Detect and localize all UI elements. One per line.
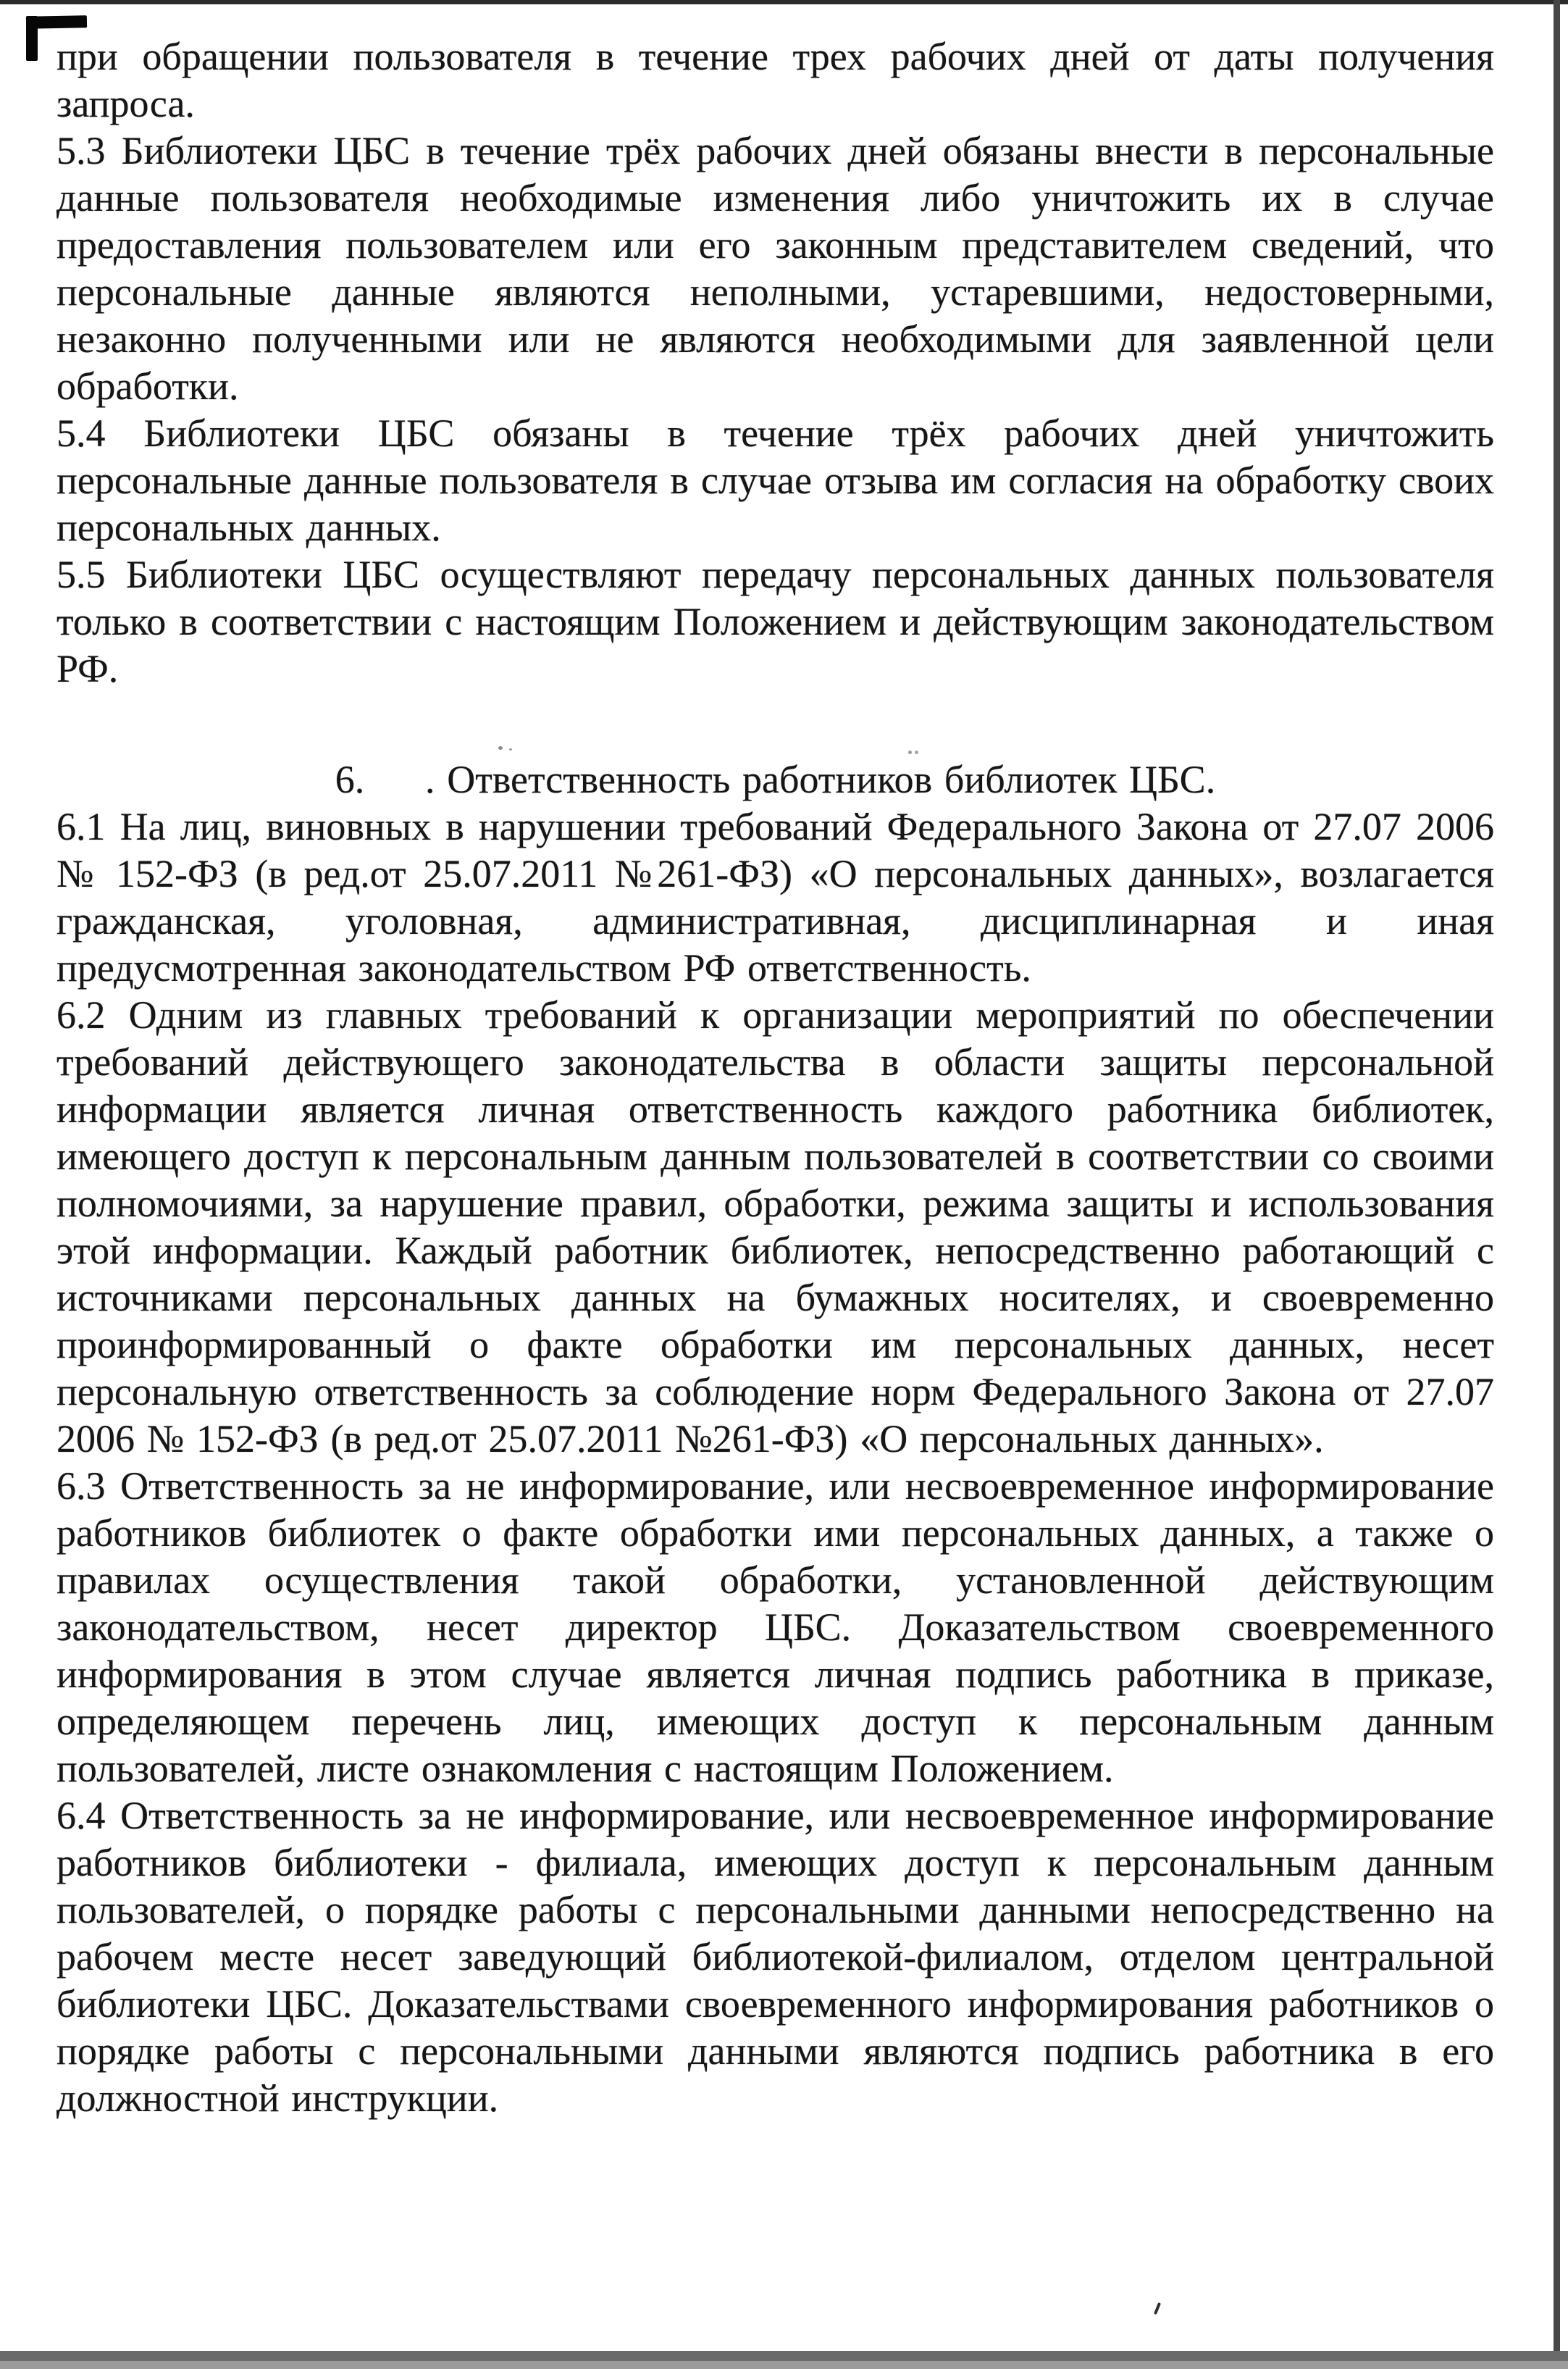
scan-bottom-edge [0, 2351, 1568, 2361]
scan-bottom-edge [0, 2361, 1568, 2369]
paragraph-6-2: 6.2 Одним из главных требований к организации мероприятий по обеспечении требований действующего законодательства в области защиты персональной информации является личная ответственность каждого работника библиотек, имеющего доступ к персональным данным пользователей в соответствии со своими полномочиями, за нарушение правил, обработки, режима защиты и использования этой информации. Каждый работник библиотек, непосредственно работающий с источниками персональных данных на бумажных носителях, и своевременно проинформированный о факте обработки им персональных данных, несет персональную ответственность за соблюдение норм Федерального Закона от 27.07 2006 № 152-ФЗ (в ред.от 25.07.2011 №261-ФЗ) «О персональных данных». [56, 993, 1494, 1461]
document-text [56, 33, 1494, 2122]
paragraph-5-3: 5.3 Библиотеки ЦБС в течение трёх рабочих дней обязаны внести в персональные данные пользователя необходимые изменения либо уничтожить их в случае предоставления пользователем или его законным представителем сведений, что персональные данные являются неполными, устаревшими, недостоверными, незаконно полученными или не являются необходимыми для заявленной цели обработки. [56, 129, 1494, 408]
scan-top-edge [0, 0, 1568, 4]
paragraph-6-3: 6.3 Ответственность за не информирование, или несвоевременное информирование работников библиотек о факте обработки ими персональных данных, а также о правилах осуществления такой обработки, установленной действующим законодательством, несет директор ЦБС. Доказательством своевременного информирования в этом случае является личная подпись работника в приказе, определяющем перечень лиц, имеющих доступ к персональным данным пользователей, листе ознакомления с настоящим Положением. [56, 1464, 1494, 1790]
paragraph-continuation: при обращении пользователя в течение трех рабочих дней от даты получения запроса. [56, 35, 1494, 125]
scan-corner-mark [26, 16, 38, 61]
scan-right-edge [1554, 0, 1560, 2369]
paragraph-6-1: 6.1 На лиц, виновных в нарушении требований Федерального Закона от 27.07 2006 № 152-ФЗ (в ред.от 25.07.2011 №261-ФЗ) «О персональных данных», возлагается гражданская, уголовная, административная, дисциплинарная и иная предусмотренная законодательством РФ ответственность. [56, 805, 1494, 990]
paragraph-6-4: 6.4 Ответственность за не информирование, или несвоевременное информирование работников библиотеки - филиала, имеющих доступ к персональным данным пользователей, о порядке работы с персональными данными непосредственно на рабочем месте несет заведующий библиотекой-филиалом, отделом центральной библиотеки ЦБС. Доказательствами своевременного информирования работников о порядке работы с персональными данными являются подпись работника в его должностной инструкции. [56, 1794, 1494, 2120]
paragraph-5-4: 5.4 Библиотеки ЦБС обязаны в течение трёх рабочих дней уничтожить персональные данные пользователя в случае отзыва им согласия на обработку своих персональных данных. [56, 411, 1494, 549]
scan-speck [1154, 2302, 1161, 2315]
section-6-heading: 6. . Ответственность работников библиотек ЦБС. [335, 758, 1216, 801]
paragraph-5-5: 5.5 Библиотеки ЦБС осуществляют передачу персональных данных пользователя только в соответствии с настоящим Положением и действующим законодательством РФ. [56, 553, 1494, 690]
